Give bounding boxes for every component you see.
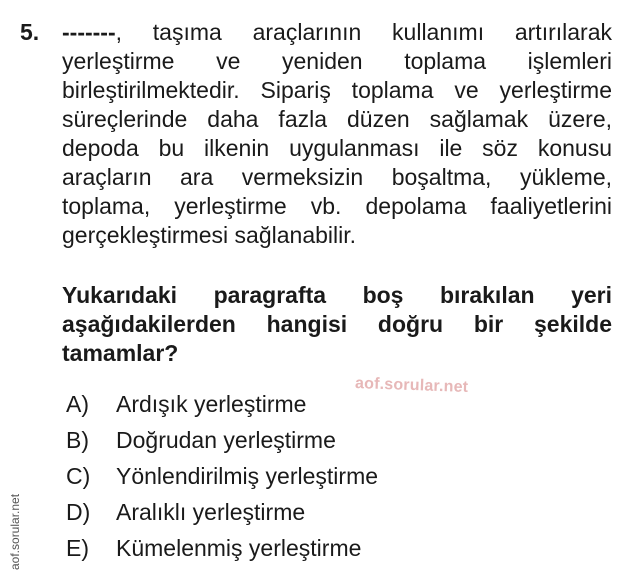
option-c[interactable] [66,458,378,494]
option-letter: C) [66,462,91,489]
option-text: Aralıklı yerleştirme [116,498,306,525]
question-number: 5. [20,19,40,45]
option-e[interactable] [66,530,378,566]
watermark: aof.sorular.net [354,375,469,396]
question-stem [62,18,612,250]
option-text: Doğrudan yerleştirme [116,426,336,453]
side-watermark: aof.sorular.net [8,493,22,570]
blank-placeholder: ------- [62,19,116,45]
option-letter: A) [66,390,89,417]
question-stem-text: , taşıma araçlarının kullanımı artırılarak yerleştirme ve yeniden toplama işlemleri birleştirilmektedir. Sipariş toplama ve yerleştirme süreçlerinde daha fazla düzen sağlamak üzere, depoda bu ilkenin uygulanması ile söz konusu araçların ara vermeksizin boşaltma, yükleme, toplama, yerleştirme vb. depolama faaliyetlerini gerçekleştirmesi sağlanabilir. [62,19,612,248]
answer-options [66,386,378,566]
option-text: Yönlendirilmiş yerleştirme [116,462,379,489]
question-prompt: Yukarıdaki paragrafta boş bırakılan yeri aşağıdakilerden hangisi doğru bir şekilde tamamlar? [62,282,612,366]
option-letter: E) [66,534,89,561]
option-text: Kümelenmiş yerleştirme [116,534,362,561]
option-letter: D) [66,498,91,525]
option-b[interactable] [66,422,378,458]
option-d[interactable] [66,494,378,530]
option-letter: B) [66,426,89,453]
option-text: Ardışık yerleştirme [116,390,307,417]
option-a[interactable] [66,386,378,422]
